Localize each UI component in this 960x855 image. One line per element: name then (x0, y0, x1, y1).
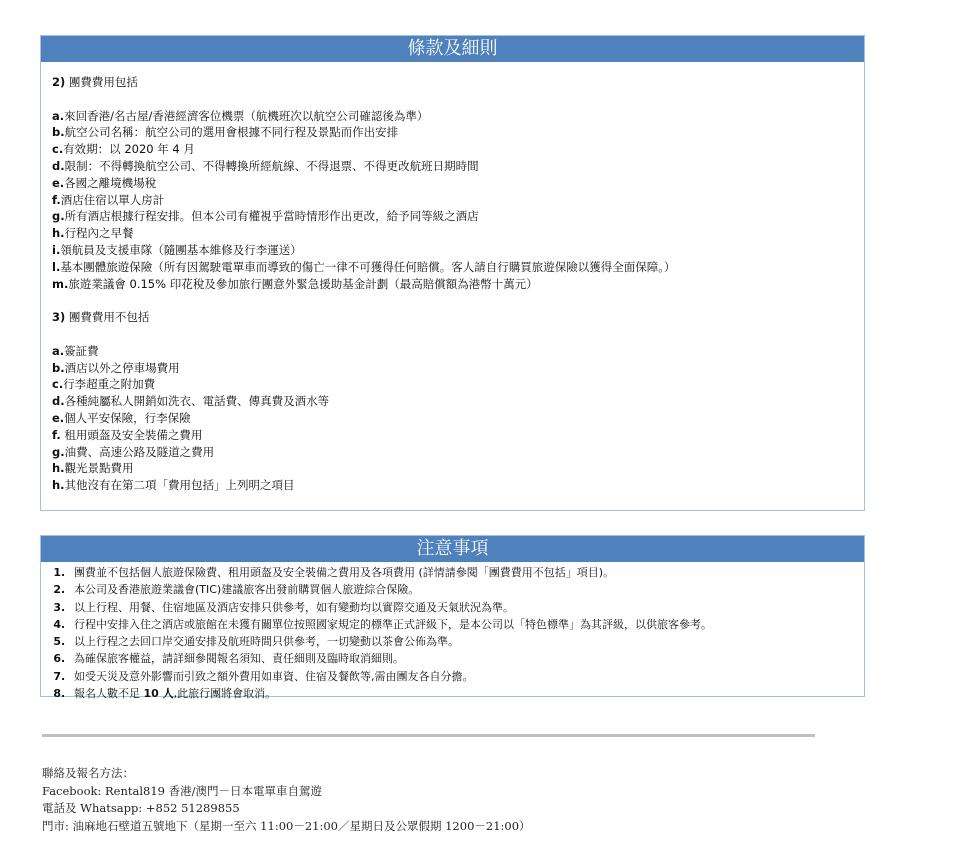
notes-title: 注意事項 (41, 536, 864, 562)
excluded-item (52, 376, 854, 393)
contact-line: Facebook: Rental819 香港/澳門－日本電單車自駕遊 (42, 783, 323, 798)
item-label: d. (52, 394, 65, 409)
excluded-list (52, 343, 854, 494)
item-label: e. (52, 410, 65, 425)
item-label: c. (52, 377, 64, 392)
item-text: 觀光景點費用 (64, 461, 134, 476)
item-text: 行程內之早餐 (64, 226, 134, 241)
item-label: f. (52, 427, 61, 442)
excluded-item (52, 444, 854, 461)
included-item (52, 108, 854, 125)
item-text: 來回香港/名古屋/香港經濟客位機票（航機班次以航空公司確認後為準） (64, 108, 429, 123)
excluded-item (52, 427, 854, 444)
included-item (52, 192, 854, 209)
item-label: h. (52, 461, 65, 476)
item-label: h. (52, 478, 65, 493)
note-item: 3. 以上行程、用餐、住宿地區及酒店安排只供參考，如有變動均以實際交通及天氣狀況為準。 (69, 599, 864, 616)
item-label: i. (52, 242, 61, 257)
contact-line: 電話及 Whatsapp: +852 51289855 (42, 801, 240, 816)
excluded-heading: 3) 團費費用不包括 (52, 310, 150, 325)
item-text: 各種純屬私人開銷如洗衣、電話費、傳真費及酒水等 (64, 394, 330, 409)
included-list (52, 108, 854, 293)
terms-title: 條款及細則 (41, 36, 864, 62)
item-text: 租用頭盔及安全裝備之費用 (60, 427, 203, 442)
item-label: a. (52, 108, 65, 123)
included-item (52, 259, 854, 276)
terms-section (40, 35, 865, 511)
excluded-item (52, 460, 854, 477)
excluded-item (52, 360, 854, 377)
notes-section (40, 535, 865, 701)
item-label: m. (52, 276, 69, 291)
included-item (52, 124, 854, 141)
contact-line: 門市: 油麻地石壁道五號地下（星期一至六 11:00－21:00／星期日及公眾假期 1200－21:00） (42, 818, 531, 833)
item-label: l. (52, 259, 61, 274)
contact-line: 聯絡及報名方法： (42, 766, 134, 780)
item-text: 領航員及支援車隊（隨團基本維修及行李運送） (60, 242, 302, 257)
note-item: 6. 為確保旅客權益，請詳細參閱報名須知、責任細則及臨時取消細則。 (69, 650, 864, 667)
included-item (52, 175, 854, 192)
item-label: h. (52, 226, 65, 241)
item-label: f. (52, 192, 61, 207)
item-text: 酒店以外之停車場費用 (64, 360, 180, 375)
note-item: 5. 以上行程之去回口岸交通安排及航班時間只供參考，一切變動以茶會公佈為準。 (69, 633, 864, 650)
note-item: 1. 團費並不包括個人旅遊保險費、租用頭盔及安全裝備之費用及各項費用 (詳情請參閱「團費費用不包括」項目)。 (69, 564, 864, 581)
item-label: b. (52, 360, 65, 375)
included-item (52, 225, 854, 242)
item-text: 行李超重之附加費 (63, 377, 156, 392)
terms-content (41, 62, 864, 494)
item-text: 個人平安保險，行李保險 (64, 410, 191, 425)
excluded-item (52, 343, 854, 360)
divider (42, 734, 815, 737)
item-text: 限制：不得轉換航空公司、不得轉換所經航線、不得退票、不得更改航班日期時間 (64, 158, 479, 173)
note-item: 8. 報名人數不足 10 人,此旅行團將會取消。 (69, 685, 864, 702)
included-item (52, 208, 854, 225)
item-text: 有效期：以 2020 年 4 月 (63, 142, 195, 157)
item-label: c. (52, 142, 64, 157)
excluded-item (52, 393, 854, 410)
item-text: 其他沒有在第二項「費用包括」上列明之項目 (64, 478, 295, 493)
included-item (52, 276, 854, 293)
item-text: 油費、高速公路及隧道之費用 (64, 444, 215, 459)
note-item: 2. 本公司及香港旅遊業議會(TIC)建議旅客出發前購買個人旅遊綜合保險。 (69, 581, 864, 598)
note-item: 7. 如受天災及意外影響而引致之額外費用如車資、住宿及餐飲等,需由團友各自分擔。 (69, 668, 864, 685)
note-item: 4. 行程中安排入住之酒店或旅館在未獲有關單位按照國家規定的標準正式評級下，是本公司以「特色標準」為其評級，以供旅客參考。 (69, 616, 864, 633)
included-heading: 2) 團費費用包括 (52, 75, 138, 89)
item-text: 簽証費 (64, 343, 99, 358)
excluded-item (52, 477, 854, 494)
item-text: 航空公司名稱：航空公司的選用會根據不同行程及景點而作出安排 (64, 125, 399, 140)
item-text: 所有酒店根據行程安排。但本公司有權視乎當時情形作出更改，給予同等級之酒店 (64, 209, 479, 224)
item-text: 各國之離境機場稅 (64, 175, 157, 190)
item-label: g. (52, 209, 65, 224)
notes-list (41, 564, 864, 702)
item-label: d. (52, 158, 65, 173)
item-label: a. (52, 343, 65, 358)
included-item (52, 242, 854, 259)
contact-info (42, 765, 531, 835)
item-text: 旅遊業議會 0.15% 印花稅及參加旅行團意外緊急援助基金計劃（最高賠償額為港幣十萬元） (68, 276, 538, 291)
item-text: 酒店住宿以單人房計 (60, 192, 165, 207)
item-text: 基本團體旅遊保險（所有因駕駛電單車而導致的傷亡一律不可獲得任何賠償。客人請自行購買旅遊保險以獲得全面保障。） (60, 259, 676, 274)
item-label: e. (52, 175, 65, 190)
item-label: b. (52, 125, 65, 140)
included-item (52, 158, 854, 175)
excluded-item (52, 410, 854, 427)
included-item (52, 141, 854, 158)
item-label: g. (52, 444, 65, 459)
